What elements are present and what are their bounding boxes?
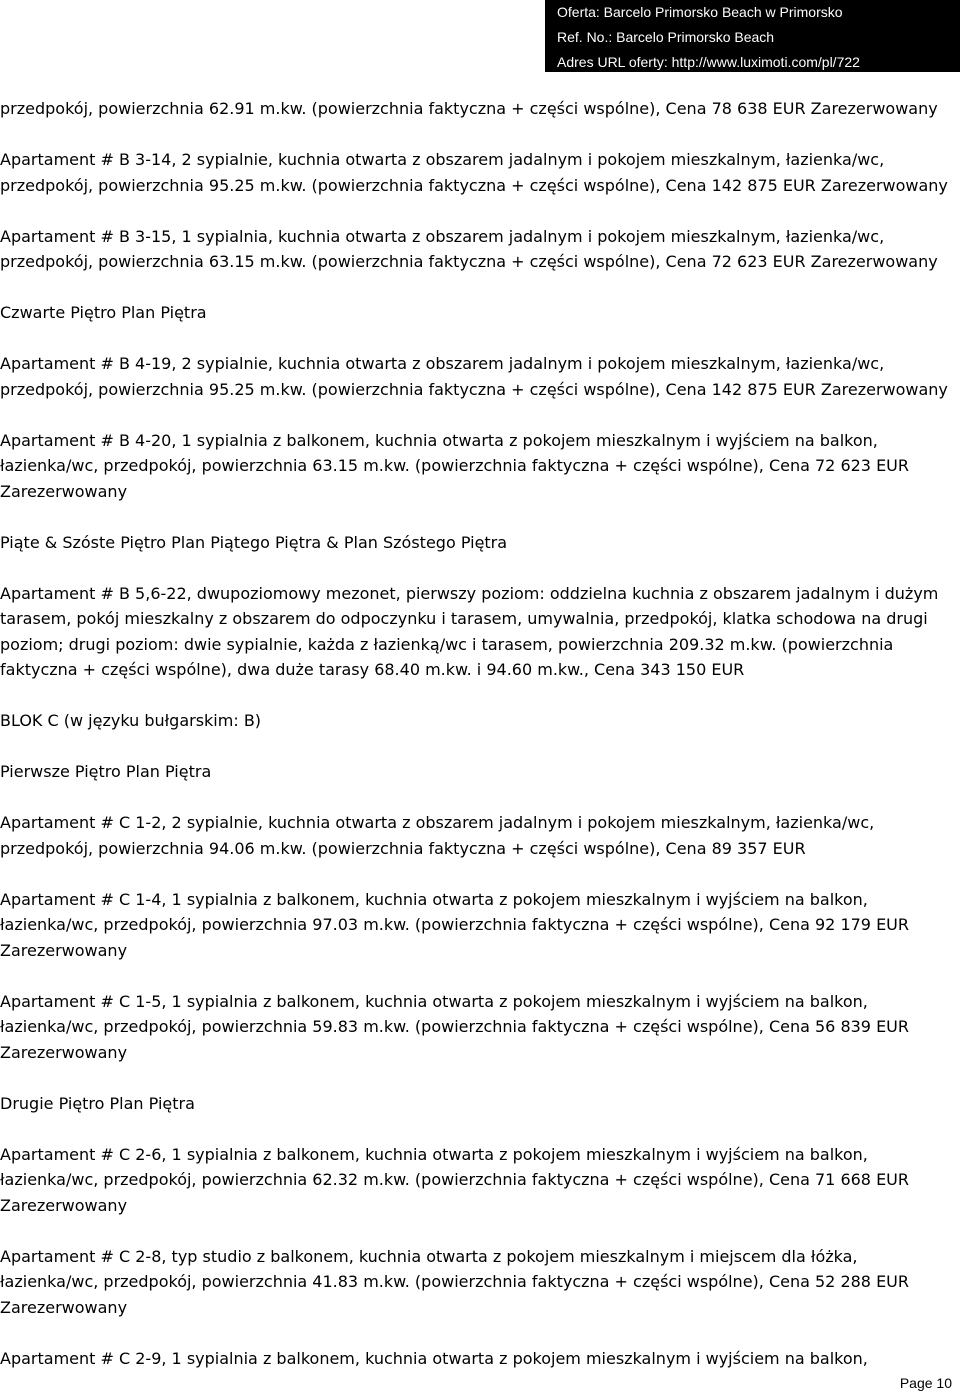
apartment-b-3-15: Apartament # B 3-15, 1 sypialnia, kuchnia otwarta z obszarem jadalnym i pokojem mieszkalnym, łazienka/wc, przedpokój, powierzchnia 63.15 m.kw. (powierzchnia faktyczna + części wspólne), Cena 72 623 EUR Zarezerwowany	[0, 226, 938, 271]
floor-heading-fourth: Czwarte Piętro Plan Piętra	[0, 303, 207, 322]
apartment-b-4-19: Apartament # B 4-19, 2 sypialnie, kuchnia otwarta z obszarem jadalnym i pokojem mieszkalnym, łazienka/wc, przedpokój, powierzchnia 95.25 m.kw. (powierzchnia faktyczna + części wspólne), Cena 142 875 EUR Zarezerwowany	[0, 354, 948, 399]
apartment-b-3-14: Apartament # B 3-14, 2 sypialnie, kuchnia otwarta z obszarem jadalnym i pokojem mieszkalnym, łazienka/wc, przedpokój, powierzchnia 95.25 m.kw. (powierzchnia faktyczna + części wspólne), Cena 142 875 EUR Zarezerwowany	[0, 150, 948, 195]
apartment-c-2-6: Apartament # C 2-6, 1 sypialnia z balkonem, kuchnia otwarta z pokojem mieszkalnym i wyjściem na balkon, łazienka/wc, przedpokój, powierzchnia 62.32 m.kw. (powierzchnia faktyczna + części wspólne), Cena 71 668 EUR Zarezerwowany	[0, 1144, 910, 1215]
apartment-c-2-9: Apartament # C 2-9, 1 sypialnia z balkonem, kuchnia otwarta z pokojem mieszkalnym i wyjściem na balkon,	[0, 1348, 868, 1368]
apartment-c-1-2: Apartament # C 1-2, 2 sypialnie, kuchnia otwarta z obszarem jadalnym i pokojem mieszkalnym, łazienka/wc, przedpokój, powierzchnia 94.06 m.kw. (powierzchnia faktyczna + części wspólne), Cena 89 357 EUR	[0, 813, 875, 858]
page-number: Page 10	[899, 1375, 952, 1391]
offer-header	[545, 0, 960, 72]
document-body	[0, 96, 958, 1371]
apartment-b-5-6-22: Apartament # B 5,6-22, dwupoziomowy mezonet, pierwszy poziom: oddzielna kuchnia z obszarem jadalnym i dużym tarasem, pokój mieszkalny z obszarem do odpoczynku i tarasem, umywalnia, przedpokój, klatka schodowa na drugi poziom; drugi poziom: dwie sypialnie, każda z łazienką/wc i tarasem, powierzchnia 209.32 m.kw. (powierzchnia faktyczna + części wspólne), dwa duże tarasy 68.40 m.kw. i 94.60 m.kw., Cena 343 150 EUR	[0, 583, 939, 679]
offer-title: Oferta: Barcelo Primorsko Beach w Primorsko	[557, 4, 843, 20]
apartment-b-4-20: Apartament # B 4-20, 1 sypialnia z balkonem, kuchnia otwarta z pokojem mieszkalnym i wyjściem na balkon, łazienka/wc, przedpokój, powierzchnia 63.15 m.kw. (powierzchnia faktyczna + części wspólne), Cena 72 623 EUR Zarezerwowany	[0, 430, 910, 501]
floor-heading-fifth-sixth: Piąte & Szóste Piętro Plan Piątego Piętra & Plan Szóstego Piętra	[0, 532, 508, 552]
block-heading-c: BLOK C (w języku bułgarskim: B)	[0, 711, 262, 730]
floor-heading-first: Pierwsze Piętro Plan Piętra	[0, 762, 212, 781]
apartment-c-1-5: Apartament # C 1-5, 1 sypialnia z balkonem, kuchnia otwarta z pokojem mieszkalnym i wyjściem na balkon, łazienka/wc, przedpokój, powierzchnia 59.83 m.kw. (powierzchnia faktyczna + części wspólne), Cena 56 839 EUR Zarezerwowany	[0, 991, 910, 1062]
offer-url: Adres URL oferty: http://www.luximoti.com/pl/722	[557, 54, 860, 70]
offer-ref-number: Ref. No.: Barcelo Primorsko Beach	[557, 29, 775, 45]
floor-heading-second: Drugie Piętro Plan Piętra	[0, 1093, 195, 1113]
apartment-b-3-13-continuation: przedpokój, powierzchnia 62.91 m.kw. (powierzchnia faktyczna + części wspólne), Cena 78 638 EUR Zarezerwowany	[0, 99, 938, 118]
apartment-c-1-4: Apartament # C 1-4, 1 sypialnia z balkonem, kuchnia otwarta z pokojem mieszkalnym i wyjściem na balkon, łazienka/wc, przedpokój, powierzchnia 97.03 m.kw. (powierzchnia faktyczna + części wspólne), Cena 92 179 EUR Zarezerwowany	[0, 889, 910, 960]
apartment-c-2-8: Apartament # C 2-8, typ studio z balkonem, kuchnia otwarta z pokojem mieszkalnym i miejscem dla łóżka, łazienka/wc, przedpokój, powierzchnia 41.83 m.kw. (powierzchnia faktyczna + części wspólne), Cena 52 288 EUR Zarezerwowany	[0, 1246, 910, 1317]
